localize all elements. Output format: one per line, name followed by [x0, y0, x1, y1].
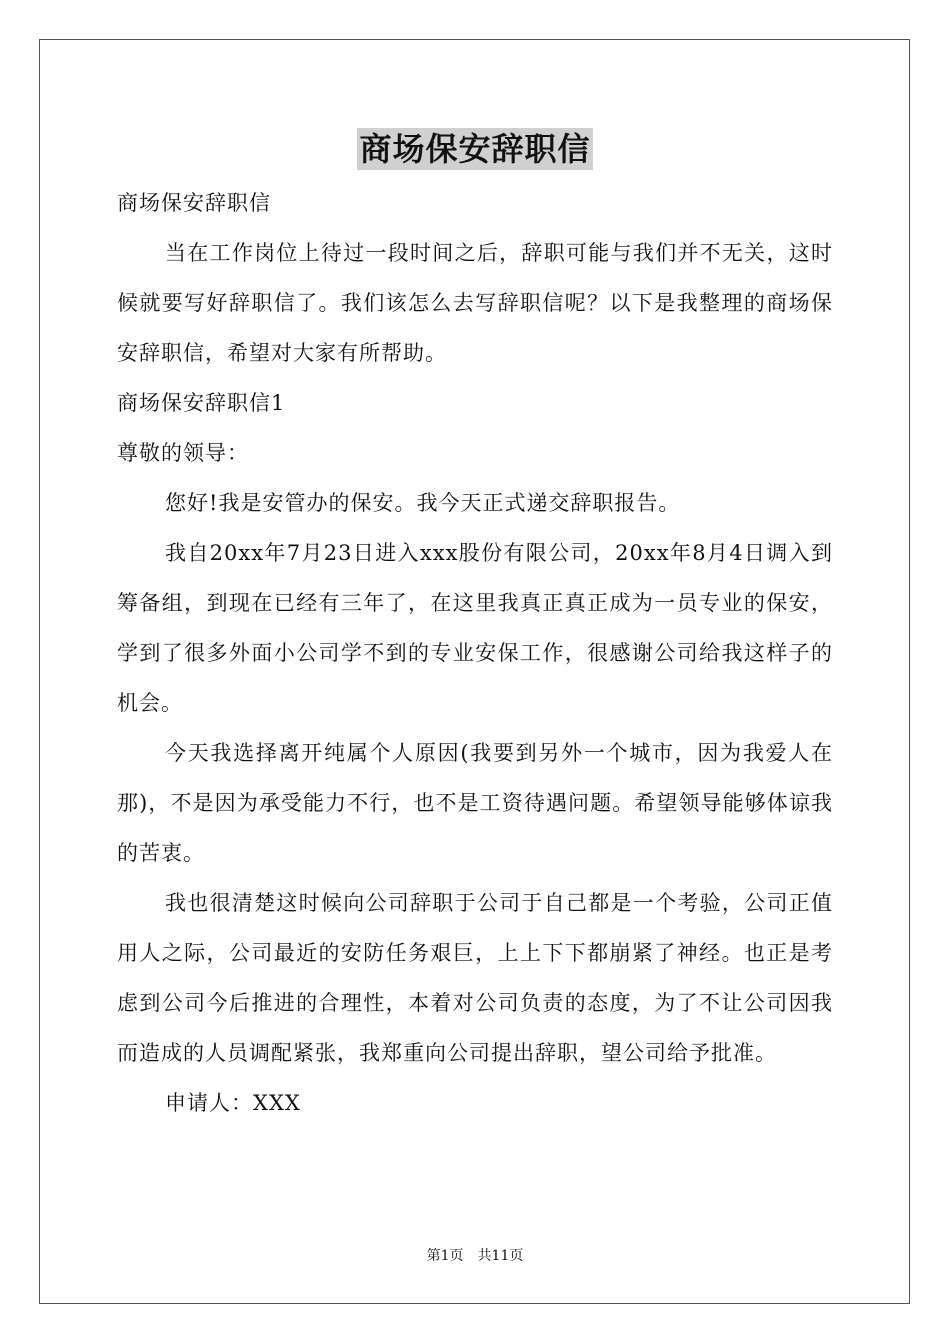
body-paragraph-history: 我自20xx年7月23日进入xxx股份有限公司，20xx年8月4日调入到筹备组，到现在已经有三年了，在这里我真正真正成为一员专业的保安，学到了很多外面小公司学不到的专业安保工作，很感谢公司给我这样子的机会。 [117, 541, 833, 715]
document-body [117, 178, 833, 1128]
body-paragraph-greeting: 您好!我是安管办的保安。我今天正式递交辞职报告。 [165, 491, 681, 515]
section-heading: 商场保安辞职信1 [117, 391, 286, 415]
document-title: 商场保安辞职信 [359, 130, 591, 168]
signature: 申请人：XXX [165, 1091, 301, 1115]
body-paragraph-request: 我也很清楚这时候向公司辞职于公司于自己都是一个考验，公司正值用人之际，公司最近的安防任务艰巨，上上下下都崩紧了神经。也正是考虑到公司今后推进的合理性，本着对公司负责的态度，为了不让公司因我而造成的人员调配紧张，我郑重向公司提出辞职，望公司给予批准。 [117, 891, 833, 1065]
salutation: 尊敬的领导： [117, 441, 249, 465]
page-footer: 第1页 共11页 [426, 1248, 524, 1264]
body-paragraph-reason: 今天我选择离开纯属个人原因(我要到另外一个城市，因为我爱人在那)，不是因为承受能力不行，也不是工资待遇问题。希望领导能够体谅我的苦衷。 [117, 741, 833, 865]
document-subtitle: 商场保安辞职信 [117, 191, 271, 215]
title-wrap [0, 128, 950, 170]
intro-paragraph: 当在工作岗位上待过一段时间之后，辞职可能与我们并不无关，这时候就要写好辞职信了。我们该怎么去写辞职信呢？以下是我整理的商场保安辞职信，希望对大家有所帮助。 [117, 241, 833, 365]
